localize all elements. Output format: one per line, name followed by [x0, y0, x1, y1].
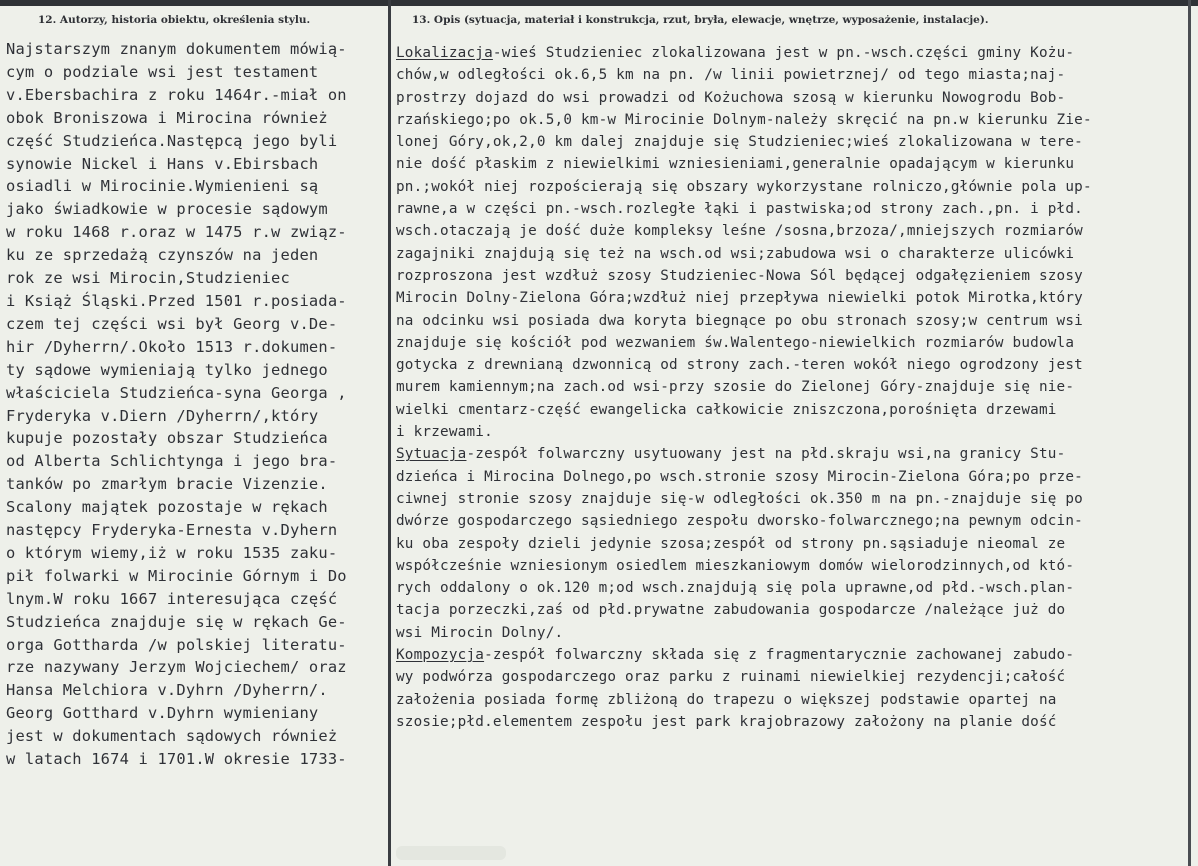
history-text-line: rze nazywany Jerzym Wojciechem/ oraz [6, 658, 347, 677]
history-text-line: Najstarszym znanym dokumentem mówią- [6, 40, 347, 58]
description-text-line [396, 399, 1092, 421]
line-text: dzieńca i Mirocina Dolnego,po wsch.stronie szosy Mirocin-Zielona Góra;po prze- [396, 468, 1083, 485]
line-text: chów,w odległości ok.6,5 km na pn. /w linii powietrznej/ od tego miasta;naj- [396, 67, 1066, 84]
history-text-line: hir /Dyherrn/.Około 1513 r.dokumen- [6, 337, 338, 356]
description-text-line [396, 310, 1092, 332]
description-text-line [396, 376, 1092, 398]
description-text-line [396, 599, 1092, 621]
section-12-header: 12. Autorzy, historia obiektu, określenia stylu. [38, 14, 311, 26]
description-text-line [396, 644, 1092, 666]
line-text: znajduje się kościół pod wezwaniem św.Walentego-niewielkich rozmiarów budowla [396, 334, 1075, 351]
history-text-line: synowie Nickel i Hans v.Ebirsbach [6, 154, 319, 173]
line-text: wy podwórza gospodarczego oraz parku z ruinami niewielkiej rezydencji;całość [396, 669, 1066, 686]
history-text-line: Hansa Melchiora v.Dyhrn /Dyherrn/. [6, 681, 328, 700]
line-text: pn.;wokół niej rozpościerają się obszary wykorzystane rolniczo,głównie pola up- [396, 178, 1092, 195]
history-text-line: jest w dokumentach sądowych również [6, 727, 338, 746]
history-text-line: w latach 1674 i 1701.W okresie 1733- [6, 750, 347, 769]
history-text-line: od Alberta Schlichtynga i jego bra- [6, 452, 338, 471]
description-text-line [396, 109, 1092, 131]
history-text-line: część Studzieńca.Następcą jego byli [6, 131, 338, 150]
line-text: zagajniki znajdują się też na wsch.od wsi;zabudowa wsi o charakterze ulicówki [396, 245, 1075, 262]
description-text-line [396, 488, 1092, 510]
description-text-line [396, 176, 1092, 198]
history-text-line: orga Gottharda /w polskiej literatu- [6, 635, 347, 654]
line-text: rych oddalony o ok.120 m;od wsch.znajdują się pola uprawne,od płd.-wsch.plan- [396, 580, 1075, 597]
line-text: rawne,a w części pn.-wsch.rozległe łąki i pastwiska;od strony zach.,pn. i płd. [396, 201, 1083, 218]
line-text: wielki cmentarz-część ewangelicka całkowicie zniszczona,porośnięta drzewami [396, 401, 1057, 418]
line-text: nie dość płaskim z niewielkimi wzniesieniami,generalnie opadającym w kierunku [396, 156, 1075, 173]
history-text-line: właściciela Studzieńca-syna Georga , [6, 383, 347, 402]
description-text-line [396, 466, 1092, 488]
history-text-line: o którym wiemy,iż w roku 1535 zaku- [6, 543, 338, 562]
history-text-line: ku ze sprzedażą czynszów na jeden [6, 246, 319, 265]
history-text-line: ty sądowe wymieniają tylko jednego [6, 360, 328, 379]
history-text-line: czem tej części wsi był Georg v.De- [6, 314, 338, 333]
description-text-line [396, 87, 1092, 109]
line-text: prostrzy dojazd do wsi prowadzi od Kożuchowa szosą w kierunku Nowogrodu Bob- [396, 89, 1066, 106]
history-text-line: Studzieńca znajduje się w rękach Ge- [6, 612, 347, 631]
history-text-line: cym o podziale wsi jest testament [6, 62, 319, 81]
description-text-line [396, 243, 1092, 265]
description-text-line [396, 689, 1092, 711]
history-text-line: rok ze wsi Mirocin,Studzieniec [6, 269, 290, 288]
history-text-line: pił folwarki w Mirocinie Górnym i Do [6, 566, 347, 585]
history-text-line: i Książ Śląski.Przed 1501 r.posiada- [6, 291, 347, 310]
description-text-line [396, 443, 1092, 465]
right-border-rule [1188, 0, 1191, 866]
line-text: rzańskiego;po ok.5,0 km-w Mirocinie Dolnym-należy skręcić na pn.w kierunku Zie- [396, 111, 1092, 128]
description-text-line [396, 332, 1092, 354]
history-text-line: Fryderyka v.Diern /Dyherrn/,który [6, 406, 319, 425]
section-keyword: Sytuacja [396, 446, 467, 463]
history-text-line: Scalony majątek pozostaje w rękach [6, 498, 328, 517]
description-text-line [396, 42, 1092, 64]
line-text: tacja porzeczki,zaś od płd.prywatne zabudowania gospodarcze /należące już do [396, 602, 1066, 619]
line-text: wsch.otaczają je dość duże kompleksy leśne /sosna,brzoza/,mniejszych rozmiarów [396, 223, 1083, 240]
history-text-line: lnym.W roku 1667 interesująca część [6, 589, 338, 608]
section-13-header: 13. Opis (sytuacja, materiał i konstrukcja, rzut, bryła, elewacje, wnętrze, wyposażenie, instalacje). [412, 14, 989, 26]
description-text-line [396, 354, 1092, 376]
description-text-line [396, 666, 1092, 688]
line-text: -zespół folwarczny składa się z fragmentarycznie zachowanej zabudo- [484, 647, 1075, 664]
history-text-line: Georg Gotthard v.Dyhrn wymieniany [6, 704, 319, 723]
top-border-rule [0, 0, 1198, 6]
line-text: szosie;płd.elementem zespołu jest park krajobrazowy założony na planie dość [396, 713, 1057, 730]
line-text: Mirocin Dolny-Zielona Góra;wzdłuż niej przepływa niewielki potok Mirotka,który [396, 290, 1083, 307]
history-text-line: obok Broniszowa i Mirocina również [6, 108, 328, 127]
history-text-line: jako świadkowie w procesie sądowym [6, 200, 328, 219]
description-text-line [396, 421, 1092, 443]
description-text-line [396, 198, 1092, 220]
description-text-line [396, 153, 1092, 175]
line-text: i krzewami. [396, 424, 493, 441]
line-text: -wieś Studzieniec zlokalizowana jest w pn.-wsch.części gminy Kożu- [492, 45, 1075, 61]
description-text-line [396, 131, 1092, 153]
history-text-line: kupuje pozostały obszar Studzieńca [6, 429, 328, 448]
line-text: ciwnej stronie szosy znajduje się-w odległości ok.350 m na pn.-znajduje się po [396, 490, 1083, 507]
column-divider [388, 0, 391, 866]
line-text: rozproszona jest wzdłuż szosy Studzieniec-Nowa Sól będącej odgałęzieniem szosy [396, 267, 1083, 284]
history-text-line: w roku 1468 r.oraz w 1475 r.w związ- [6, 223, 347, 242]
description-text-line [396, 287, 1092, 309]
history-text-line: tanków po zmarłym bracie Vizenzie. [6, 475, 328, 494]
history-column [6, 38, 347, 771]
line-text: założenia posiada formę zbliżoną do trapezu o większej podstawie opartej na [396, 691, 1057, 708]
line-text: lonej Góry,ok,2,0 km dalej znajduje się Studzieniec;wieś zlokalizowana w tere- [396, 134, 1083, 151]
description-text-line [396, 64, 1092, 86]
history-text-line: następcy Fryderyka-Ernesta v.Dyhern [6, 521, 338, 540]
line-text: ku oba zespoły dzieli jedynie szosa;zespół od strony pn.sąsiaduje nieomal ze [396, 535, 1066, 552]
description-text-line [396, 220, 1092, 242]
line-text: współcześnie wzniesionym osiedlem mieszkaniowym domów wielorodzinnych,od któ- [396, 557, 1075, 574]
section-keyword: Lokalizacja [396, 45, 493, 61]
description-text-line [396, 510, 1092, 532]
history-text-line: osiadli w Mirocinie.Wymienieni są [6, 177, 319, 196]
line-text: -zespół folwarczny usytuowany jest na płd.skraju wsi,na granicy Stu- [466, 446, 1066, 463]
section-keyword: Kompozycja [396, 647, 485, 664]
description-text-line [396, 533, 1092, 555]
description-text-line [396, 555, 1092, 577]
line-text: murem kamiennym;na zach.od wsi-przy szosie do Zielonej Góry-znajduje się nie- [396, 379, 1075, 396]
history-text-line: v.Ebersbachira z roku 1464r.-miał on [6, 85, 347, 104]
description-text-line [396, 577, 1092, 599]
description-column [396, 42, 1092, 733]
line-text: wsi Mirocin Dolny/. [396, 624, 564, 641]
line-text: na odcinku wsi posiada dwa koryta biegnące po obu stronach szosy;w centrum wsi [396, 312, 1083, 329]
description-text-line [396, 711, 1092, 733]
line-text: gotycka z drewnianą dzwonnicą od strony zach.-teren wokół niego ogrodzony jest [396, 357, 1083, 374]
description-text-line [396, 622, 1092, 644]
scan-smudge [396, 846, 506, 860]
line-text: dwórze gospodarczego sąsiedniego zespołu dworsko-folwarcznego;na pewnym odcin- [396, 513, 1083, 530]
description-text-line [396, 265, 1092, 287]
